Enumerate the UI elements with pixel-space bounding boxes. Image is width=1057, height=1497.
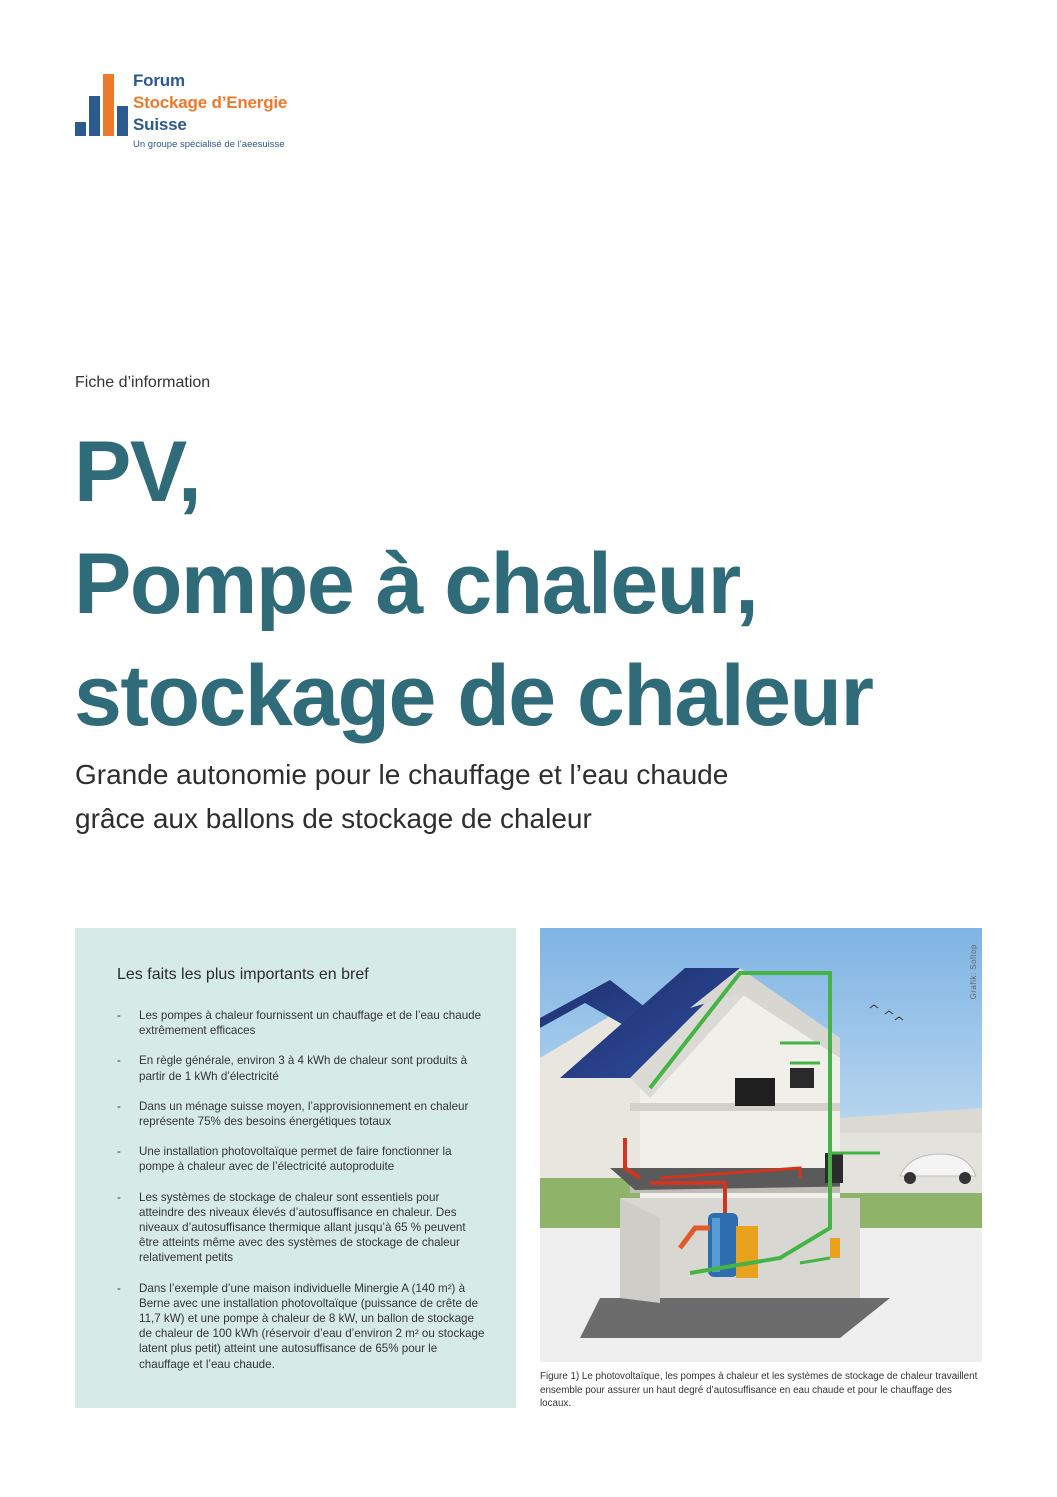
house-cutaway-image [540,928,982,1362]
image-credit: Grafik: Soltop [969,944,978,1000]
list-item: - Dans un ménage suisse moyen, l’approvisionnement en chaleur représente 75% des besoins énergétiques totaux [117,1099,469,1129]
list-item: - En règle générale, environ 3 à 4 kWh de chaleur sont produits à partir de 1 kWh d’électricité [117,1054,468,1083]
document-type: Fiche d’information [75,374,211,391]
title-line-2: Pompe à chaleur, [74,536,758,632]
logo-bars-icon [75,74,131,136]
subtitle [75,753,728,841]
logo-line-forum: Forum [133,71,185,90]
logo-line-suisse: Suisse [133,115,187,134]
list-item: - Les pompes à chaleur fournissent un chauffage et de l’eau chaude extrêmement efficaces [117,1009,482,1038]
list-item: - Dans l’exemple d’une maison individuelle Minergie A (140 m²) à Berne avec une installation photovoltaïque (puissance de crête de 11,7 kW) et une pompe à chaleur de 8 kW, un ballon de stockage de chaleur de 100 kWh (réservoir d’eau d’environ 2 m² ou stockage latent plus petit) atteint une autosuffisance de 65% pour le chauffage et l’eau chaude. [117,1281,485,1371]
logo-tagline: Un groupe spécialisé de l’aeesuisse [133,139,285,150]
page-title [74,416,872,752]
title-line-1: PV, [74,424,201,520]
subtitle-line-1: Grande autonomie pour le chauffage et l’eau chaude [75,759,729,790]
logo [75,70,375,160]
figure-caption: Figure 1) Le photovoltaïque, les pompes à chaleur et les systèmes de stockage de chaleur travaillent ensemble pour assurer un haut degré d’autosuffisance en eau chaude et pour le chauffage des locaux. [540,1371,978,1409]
key-facts-heading: Les faits les plus importants en bref [117,966,369,983]
key-facts-list [117,1008,487,1387]
logo-line-stockage: Stockage d’Energie [133,93,288,112]
title-line-3: stockage de chaleur [74,648,873,744]
key-facts-box [75,928,516,1408]
house-energy-illustration [540,928,982,1362]
subtitle-line-2: grâce aux ballons de stockage de chaleur [75,803,592,834]
list-item: - Une installation photovoltaïque permet de faire fonctionner la pompe à chaleur avec de l’électricité autoproduite [117,1145,452,1174]
list-item: - Les systèmes de stockage de chaleur sont essentiels pour atteindre des niveaux élevés d’autosuffisance en chaleur. Des niveaux d’autosuffisance thermique allant jusqu’à 65 % peuvent être atteints même avec des systèmes de stockage de chaleur relativement petits [117,1190,466,1265]
